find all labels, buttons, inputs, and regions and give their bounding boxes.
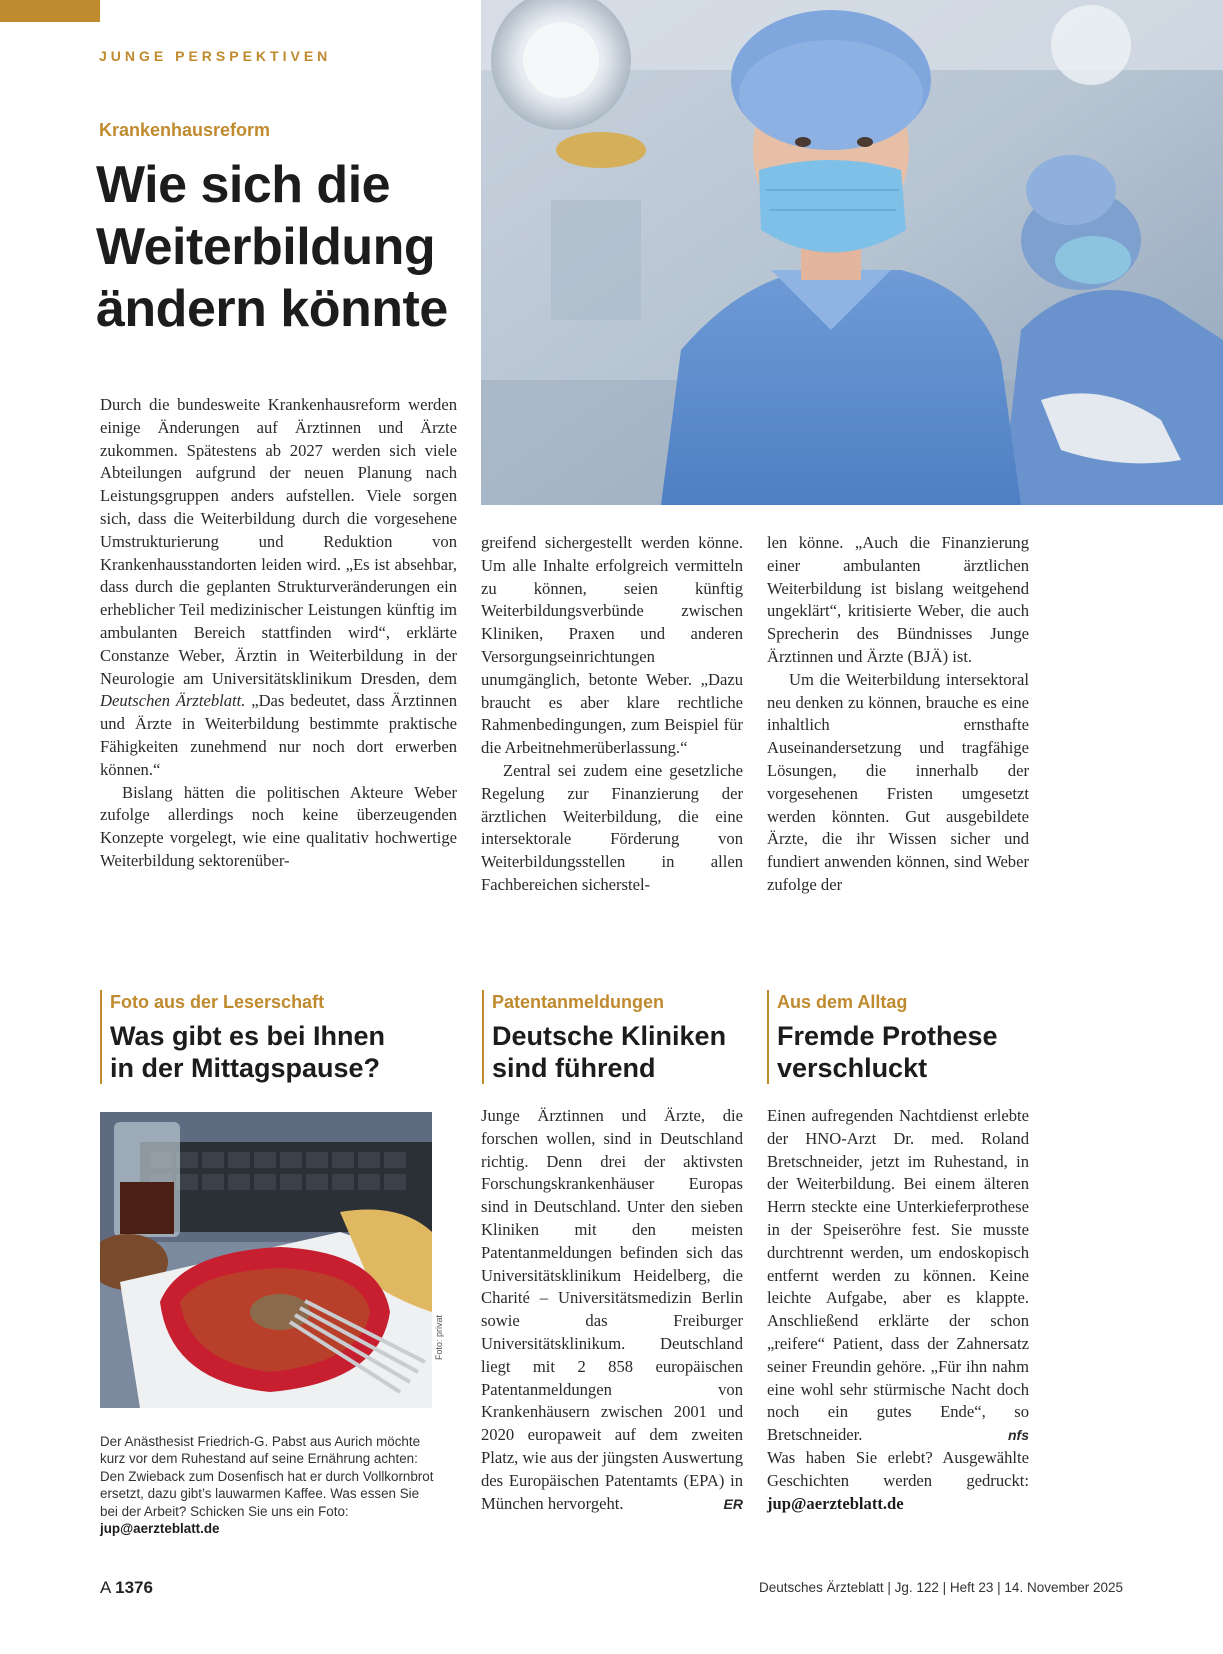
headline-line: Wie sich die: [96, 156, 391, 214]
publication-name: Deutschen Ärzteblatt.: [100, 691, 246, 711]
teaser-everyday: [767, 990, 1039, 1084]
teaser-kicker: Patentanmeldungen: [492, 992, 665, 1012]
article-paragraph: len könne. „Auch die Finanzierung einer ambulanten ärztlichen Weiterbildung ist bislang weitgehend ungeklärt“, kritisierte Weber, die auch Sprecherin des Bündnisses Junge Ärztinnen und Ärzte (BJÄ) ist.: [767, 533, 1029, 666]
teaser-kicker: Aus dem Alltag: [777, 992, 908, 1012]
teaser-body-text: Einen aufregenden Nachtdienst erlebte der HNO-Arzt Dr. med. Roland Bretschneider, jetzt im Ruhestand, in der Weiterbildung. Bei einem älteren Herrn steckte eine Unterkieferprothese in der Speiseröhre fest. Sie musste durchtrennt werden, um endoskopisch entfernt werden zu können. Keine leichte Aufgabe, aber es klappte. Anschließend erklärte der schon „reifere“ Patient, dass der Zahnersatz seiner Freundin gehöre. „Für ihn nahm eine wohl sehr stürmische Nacht doch noch ein gutes Ende“, so Bretschneider.: [767, 1106, 1029, 1445]
article-column-3: [767, 532, 1029, 897]
article-paragraph: [100, 394, 457, 782]
teaser-title-line: in der Mittagspause?: [110, 1053, 381, 1083]
teaser-everyday-body: [767, 1105, 1029, 1515]
photo-credit: Foto: privat: [434, 1314, 444, 1360]
article-headline: [96, 154, 448, 340]
teaser-title: [777, 1020, 1039, 1084]
teaser-reader-photo: [100, 990, 450, 1084]
journal-info: Deutsches Ärzteblatt | Jg. 122 | Heft 23 | 14. November 2025: [759, 1580, 1123, 1595]
teaser-title: [492, 1020, 754, 1084]
caption-text: Der Anästhesist Friedrich-G. Pabst aus Aurich möchte kurz vor dem Ruhestand auf seine Ernährung achten: Den Zwieback zum Dosenfisch hat er durch Vollkornbrot ersetzt, dazu gibt’s lauwarmen Kaffee. Was essen Sie bei der Arbeit? Schicken Sie uns ein Foto:: [100, 1434, 434, 1519]
teaser-kicker: Foto aus der Leserschaft: [110, 992, 325, 1012]
headline-line: Weiterbildung: [96, 218, 436, 276]
teaser-title-line: Was gibt es bei Ihnen: [110, 1021, 386, 1051]
teaser-title-line: verschluckt: [777, 1053, 928, 1083]
article-paragraph: Bislang hätten die politischen Akteure Weber zufolge allerdings noch keine überzeugenden Konzepte vorgelegt, wie eine qualitativ hochwertige Weiterbildung sektorenüber-: [100, 782, 457, 870]
author-signature: ER: [723, 1495, 743, 1512]
contact-email-link[interactable]: jup@aerzteblatt.de: [767, 1493, 904, 1513]
article-kicker: Krankenhausreform: [99, 120, 271, 140]
paragraph-text: „Das bedeutet, dass Ärztinnen und Ärzte in Weiterbildung bestimmte praktische Fähigkeiten zunehmend nur noch dort erwerben können.“: [100, 691, 457, 779]
article-paragraph: Zentral sei zudem eine gesetzliche Regelung zur Finanzierung der ärztlichen Weiterbildung, die eine intersektorale Förderung von Weiterbildungsstellen in allen Fachbereichen sicherstel-: [481, 760, 743, 894]
teaser-title-line: Deutsche Kliniken: [492, 1021, 727, 1051]
accent-corner-bar: [0, 0, 100, 22]
page-prefix: A: [100, 1578, 111, 1597]
teaser-title-line: sind führend: [492, 1053, 656, 1083]
surgeon-photo: [481, 0, 1223, 505]
teaser-patents-body: [481, 1105, 743, 1515]
article-paragraph: Um die Weiterbildung intersektoral neu denken zu können, brauche es eine inhaltlich ernsthafte Auseinandersetzung und tragfähige Lösungen, die innerhalb der vorgesehenen Fristen umgesetzt werden könnten. Gut ausgebildete Ärzte, die ihr Wissen sicher und fundiert anwenden können, sind Weber zufolge der: [767, 669, 1029, 894]
headline-line: ändern könnte: [96, 280, 448, 338]
teaser-patents: [482, 990, 754, 1084]
article-column-2: [481, 532, 743, 897]
teaser-body-text: Junge Ärztinnen und Ärzte, die forschen wollen, sind in Deutschland richtig. Denn drei der aktivsten Forschungskrankenhäuser Europas sind in Deutschland. Unter den sieben Kliniken mit den meisten Patentanmeldungen befinden sich das Universitätsklinikum Heidelberg, die Charité – Universitätsmedizin Berlin sowie das Freiburger Universitätsklinikum. Deutschland liegt mit 2 858 europäischen Patentanmeldungen von Krankenhäusern zwischen 2001 und 2020 europaweit auf dem zweiten Platz, wie aus der jüngsten Auswertung des Europäischen Patentamts (EPA) in München hervorgeht.: [481, 1106, 743, 1513]
contact-email-link[interactable]: jup@aerzteblatt.de: [100, 1521, 220, 1537]
teaser-title: [110, 1020, 450, 1084]
paragraph-text: Durch die bundesweite Krankenhausreform werden einige Änderungen auf Ärztinnen und Ärzte zukommen. Spätestens ab 2027 werden sich viele Abteilungen aufgrund der neuen Planung nach Leistungsgruppen anders aufstellen. Viele sorgen sich, dass die Weiterbildung durch die vorgesehene Umstrukturierung und Reduktion von Krankenhausstandorten leiden wird. „Es ist absehbar, dass durch die geplanten Strukturveränderungen ein erheblicher Teil medizinischer Leistungen künftig im ambulanten Bereich stattfinden wird“, erklärte Constanze Weber, Ärztin in Weiterbildung in der Neurologie am Universitätsklinikum Dresden, dem: [100, 395, 457, 688]
teaser-title-line: Fremde Prothese: [777, 1021, 998, 1051]
article-paragraph: greifend sichergestellt werden könne. Um alle Inhalte erfolgreich vermitteln zu können, seien künftig Weiterbildungsverbünde zwischen Kliniken, Praxen und anderen Versorgungseinrichtungen unumgänglich, betonte Weber. „Dazu braucht es aber klare rechtliche Rahmenbedingungen, zum Beispiel für die Arbeitnehmerüberlassung.“: [481, 533, 743, 758]
photo-caption: [100, 1433, 440, 1537]
page-number-value: 1376: [115, 1578, 153, 1597]
article-column-1: [100, 394, 457, 873]
section-label: JUNGE PERSPEKTIVEN: [99, 48, 332, 64]
page-number: [100, 1578, 153, 1598]
lunch-photo: [100, 1112, 432, 1408]
call-to-action-text: Was haben Sie erlebt? Ausgewählte Geschichten werden gedruckt:: [767, 1447, 1029, 1490]
author-signature: nfs: [1008, 1427, 1029, 1444]
